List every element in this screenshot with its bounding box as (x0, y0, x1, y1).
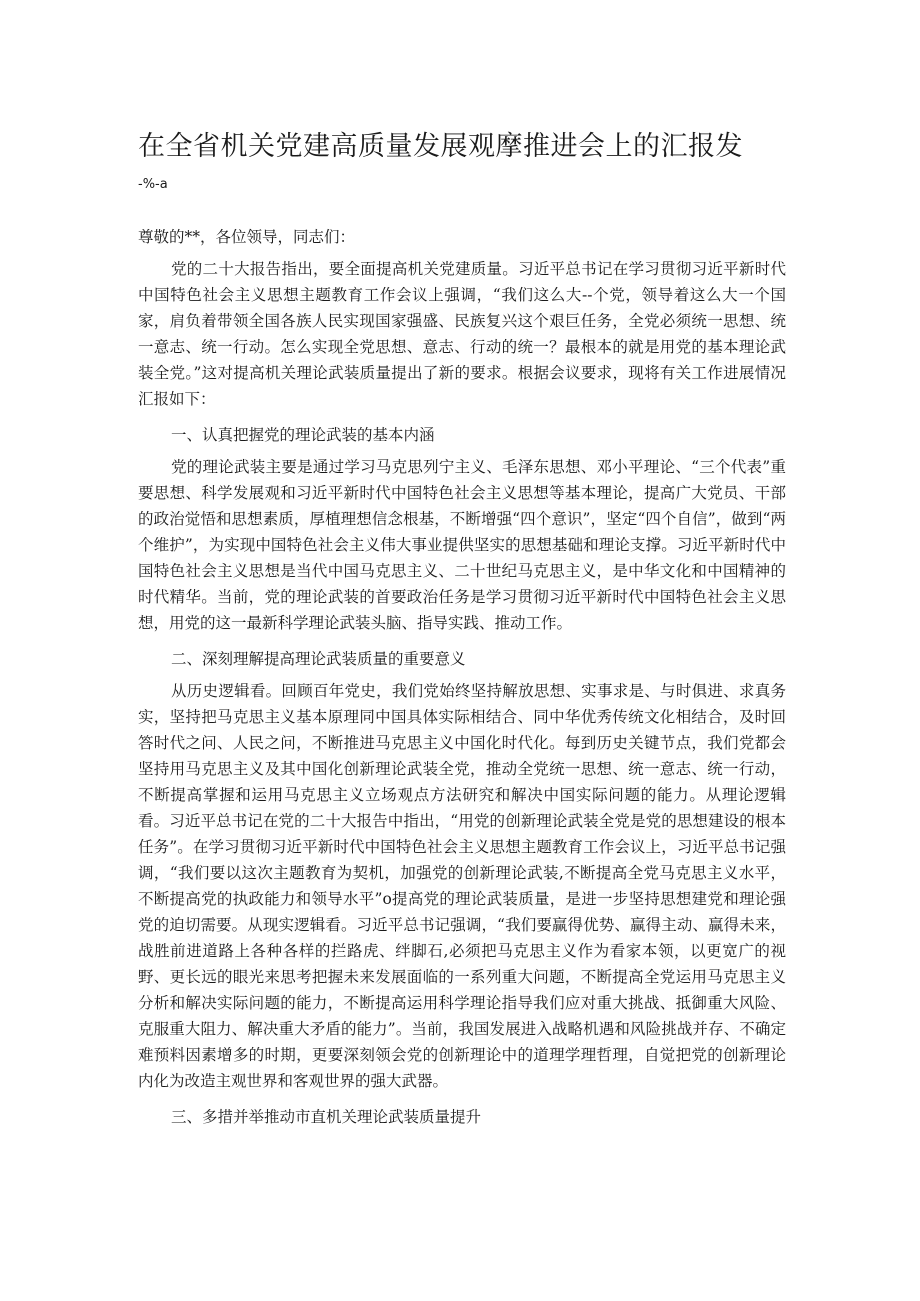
document-title: 在全省机关党建高质量发展观摩推进会上的汇报发 (138, 131, 743, 162)
intro-paragraph: 党的二十大报告指出，要全面提高机关党建质量。习近平总书记在学习贯彻习近平新时代中国特色社会主义思想主题教育工作会议上强调，“我们这么大--个党，领导着这么大一个国家，肩负着带领全国各族人民实现国家强盛、民族复兴这个艰巨任务，全党必须统一思想、统一意志、统一行动。怎么实现全党思想、意志、行动的统一？最根本的就是用党的基本理论武装全党。”这对提高机关理论武装质量提出了新的要求。根据会议要求，现将有关工作进展情况汇报如下： (138, 260, 786, 408)
section-2-paragraph: 从历史逻辑看。回顾百年党史，我们党始终坚持解放思想、实事求是、与时俱进、求真务实，坚持把马克思主义基本原理同中国具体实际相结合、同中华优秀传统文化相结合，及时回答时代之问、人民之问，不断推进马克思主义中国化时代化。每到历史关键节点，我们党都会坚持用马克思主义及其中国化创新理论武装全党，推动全党统一思想、统一意志、统一行动，不断提高掌握和运用马克思主义立场观点方法研究和解决中国实际问题的能力。从理论逻辑看。习近平总书记在党的二十大报告中指出，“用党的创新理论武装全党是党的思想建设的根本任务”。在学习贯彻习近平新时代中国特色社会主义思想主题教育工作会议上，习近平总书记强调，“我们要以这次主题教育为契机，加强党的创新理论武装,不断提高全党马克思主义水平，不断提高党的执政能力和领导水平”o提高党的理论武装质量，是进一步坚持思想建党和理论强党的迫切需要。从现实逻辑看。习近平总书记强调，“我们要赢得优势、赢得主动、赢得未来，战胜前进道路上各种各样的拦路虎、绊脚石,必须把马克思主义作为看家本领，以更宽广的视野、更长远的眼光来思考把握未来发展面临的一系列重大问题，不断提高全党运用马克思主义分析和解决实际问题的能力，不断提高运用科学理论指导我们应对重大挑战、抵御重大风险、克服重大阻力、解决重大矛盾的能力”。当前，我国发展进入战略机遇和风险挑战并存、不确定难预料因素增多的时期，更要深刻领会党的创新理论中的道理学理哲理，自觉把党的创新理论内化为改造主观世界和客观世界的强大武器。 (138, 682, 786, 1090)
section-2-heading: 二、深刻理解提高理论武装质量的重要意义 (171, 650, 466, 668)
document-subtitle: -%-a (138, 177, 168, 192)
section-1-paragraph: 党的理论武装主要是通过学习马克思列宁主义、毛泽东思想、邓小平理论、“三个代表”重要思想、科学发展观和习近平新时代中国特色社会主义思想等基本理论，提高广大党员、干部的政治觉悟和思想素质，厚植理想信念根基，不断增强“四个意识”，坚定“四个自信”，做到“两个维护”，为实现中国特色社会主义伟大事业提供坚实的思想基础和理论支撑。习近平新时代中国特色社会主义思想是当代中国马克思主义、二十世纪马克思主义，是中华文化和中国精神的时代精华。当前，党的理论武装的首要政治任务是学习贯彻习近平新时代中国特色社会主义思想，用党的这一最新科学理论武装头脑、指导实践、推动工作。 (138, 458, 786, 632)
section-3-heading: 三、多措并举推动市直机关理论武装质量提升 (171, 1108, 482, 1126)
salutation: 尊敬的**，各位领导，同志们： (138, 228, 356, 246)
section-1-heading: 一、认真把握党的理论武装的基本内涵 (171, 426, 435, 444)
document-page (138, 128, 786, 1130)
